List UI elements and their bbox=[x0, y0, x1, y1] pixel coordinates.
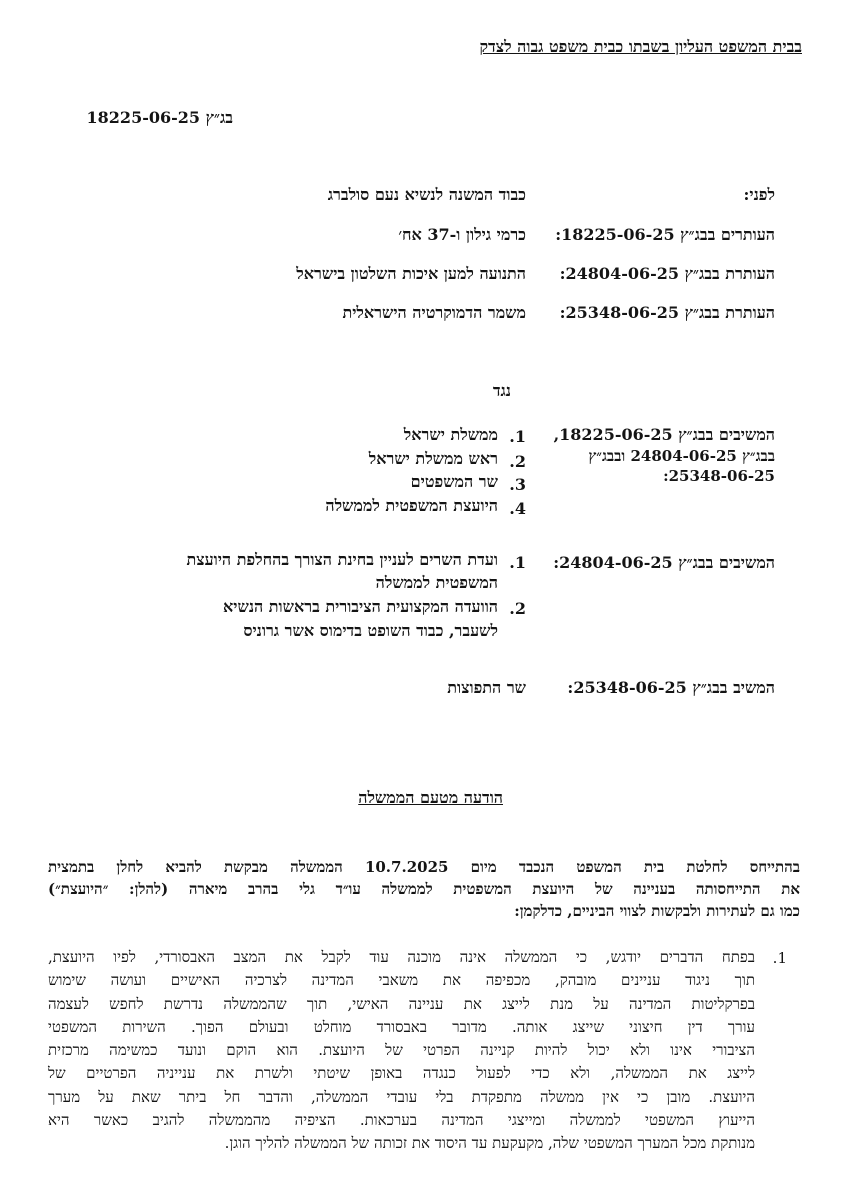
paragraph-1-number: 1. bbox=[772, 949, 787, 967]
respondents-1-item-4-number: 4. bbox=[509, 499, 526, 518]
paragraph-1-line-4: עורך דין חיצוני שייצג אותה. מדובר באבסורד מוחלט ובעולם הפוך. השירות המשפטי bbox=[48, 1017, 755, 1036]
paragraph-1 bbox=[48, 946, 755, 1156]
paragraph-1-line-9: מנותקת מכל המערך המשפטי שלה, מקעקעת עד היסוד את זכותה של הממשלה להליך הוגן. bbox=[224, 1134, 755, 1153]
court-header: בבית המשפט העליון בשבתו כבית משפט גבוה לצדק bbox=[479, 37, 802, 56]
respondents-2-item-2-line1: הוועדה המקצועית הציבורית בראשות הנשיא bbox=[223, 597, 498, 616]
respondents-1-label-line1: המשיבים בבג״ץ 18225-06-25, bbox=[553, 425, 775, 444]
intro-line-2: את התייחסותה בעניינה של היועצת המשפטית לממשלה עו״ד גלי בהרב מיארה (להלן: ״היועצת״) bbox=[48, 880, 800, 898]
respondents-2-item-2-number: 2. bbox=[509, 599, 526, 618]
intro-paragraph bbox=[48, 856, 800, 922]
petitioners-3-name: משמר הדמוקרטיה הישראלית bbox=[342, 303, 526, 322]
respondents-1-item-3-number: 3. bbox=[509, 475, 526, 494]
case-number: בג״ץ 18225-06-25 bbox=[86, 108, 233, 127]
paragraph-1-line-8: הייעוץ המשפטי לממשלה ומייצגי המדינה בערכאות. הציפיה מהממשלה להגיב כאשר היא bbox=[48, 1111, 755, 1130]
petitioners-3-label: העותרת בבג״ץ 25348-06-25: bbox=[559, 303, 775, 322]
intro-line-1: בהתייחס לחלטת בית המשפט הנכבד מיום 10.7.2025 הממשלה מבקשת להביא לחלן בתמצית bbox=[48, 858, 800, 876]
respondents-1-item-2: ראש ממשלת ישראל bbox=[368, 449, 498, 468]
respondents-1-label-line3: 25348-06-25: bbox=[663, 467, 775, 485]
respondents-1-item-4: היועצת המשפטית לממשלה bbox=[325, 496, 498, 515]
paragraph-1-line-5: הציבורי אינו ולא יכול להיות קניינה הפרטי של היועצת. הוא הוקם ונועד כמשימה מרכזית bbox=[48, 1041, 755, 1060]
petitioners-2-name: התנועה למען איכות השלטון בישראל bbox=[296, 264, 526, 283]
paragraph-1-line-6: לייצג את הממשלה, ולא כדי לפעול כנגדה באופן שיטתי ולשרת את ענייניה הפרטיים של bbox=[48, 1064, 755, 1083]
respondents-2-item-2-line2: לשעבר, כבוד השופט בדימוס אשר גרוניס bbox=[243, 621, 498, 640]
respondents-1-item-3: שר המשפטים bbox=[410, 472, 498, 491]
respondents-2-item-1-number: 1. bbox=[509, 553, 526, 572]
respondents-1-item-1: ממשלת ישראל bbox=[403, 425, 498, 444]
respondents-2-item-1-line2: המשפטית לממשלה bbox=[375, 573, 498, 592]
intro-line-3: כמו גם לעתירות ולבקשות לצווי הביניים, כדלקמן: bbox=[514, 902, 800, 920]
petitioners-1-name: כרמי גילון ו-37 אח׳ bbox=[398, 225, 526, 244]
respondents-2-label: המשיבים בבג״ץ 24804-06-25: bbox=[553, 553, 775, 572]
paragraph-1-line-3: בפרקליטות המדינה על מנת לייצג את עניינה האישי, תוך שהממשלה נדרשת לחפש לעצמה bbox=[48, 994, 755, 1013]
before-label: לפני: bbox=[743, 185, 775, 204]
petitioners-1-label: העותרים בבג״ץ 18225-06-25: bbox=[555, 225, 775, 244]
petitioners-2-label: העותרת בבג״ץ 24804-06-25: bbox=[559, 264, 775, 283]
versus-label: נגד bbox=[492, 381, 511, 400]
respondent-3-label: המשיב בבג״ץ 25348-06-25: bbox=[567, 678, 775, 697]
paragraph-1-line-7: היועצת. מובן כי אין ממשלה מתפקדת בלי עובדי הממשלה, והדבר חל ביתר שאת על מערך bbox=[48, 1087, 755, 1106]
before-judge: כבוד המשנה לנשיא נעם סולברג bbox=[327, 185, 526, 204]
respondents-1-item-2-number: 2. bbox=[509, 452, 526, 471]
notice-title: הודעה מטעם הממשלה bbox=[358, 788, 503, 807]
respondent-3-name: שר התפוצות bbox=[447, 678, 526, 697]
paragraph-1-line-2: תוך ניגוד עניינים מובהק, מכפיפה את משאבי המדינה לצרכיה האישיים ועושה שימוש bbox=[48, 971, 755, 990]
respondents-1-item-1-number: 1. bbox=[509, 427, 526, 446]
respondents-2-item-1-line1: ועדת השרים לעניין בחינת הצורך בהחלפת היועצת bbox=[186, 550, 498, 569]
respondents-1-label-line2: בבג״ץ 24804-06-25 ובבג״ץ bbox=[588, 447, 775, 465]
paragraph-1-line-1: בפתח הדברים יודגש, כי הממשלה אינה מוכנה עוד לקבל את המצב האבסורדי, לפיו היועצת, bbox=[48, 948, 755, 966]
